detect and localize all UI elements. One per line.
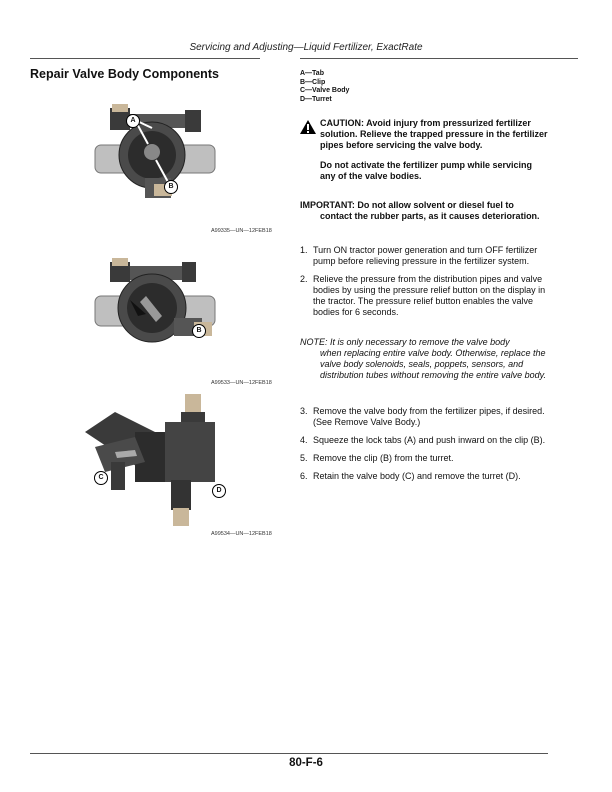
legend-item: D—Turret <box>300 95 332 103</box>
step-number: 6. <box>300 471 308 481</box>
list-item <box>300 471 550 482</box>
callout-c-fig3: C <box>94 471 108 485</box>
note-block <box>300 337 550 381</box>
figure-valve-body-clip <box>90 256 220 356</box>
step-number: 5. <box>300 453 308 463</box>
legend-item: C—Valve Body <box>300 87 350 95</box>
list-item <box>300 406 550 428</box>
note-first-line: NOTE: It is only necessary to remove the valve body <box>300 337 510 347</box>
step-text: Retain the valve body (C) and remove the turret (D). <box>313 471 521 481</box>
step-text: Squeeze the lock tabs (A) and push inward on the clip (B). <box>313 435 546 445</box>
step-text: Turn ON tractor power generation and turn OFF fertilizer pump before relieving pressure in the fertilizer system. <box>313 245 538 266</box>
figure-valve-body-top <box>90 100 220 200</box>
step-text: Remove the clip (B) from the turret. <box>313 453 454 463</box>
figure-valve-body-turret <box>75 392 225 532</box>
legend-item: B—Clip <box>300 78 326 86</box>
caution-block <box>300 118 550 191</box>
header-rule-right <box>300 58 578 59</box>
step-number: 3. <box>300 406 308 416</box>
callout-d-fig3: D <box>212 484 226 498</box>
callout-b-fig2: B <box>192 324 206 338</box>
important-text-first: Do not allow solvent or diesel fuel to <box>357 200 514 210</box>
warning-triangle-icon <box>300 120 316 134</box>
steps-list-1 <box>300 245 550 325</box>
step-text: Remove the valve body from the fertilizer pipes, if desired. (See Remove Valve Body.) <box>313 406 545 427</box>
important-notice <box>300 200 550 222</box>
important-label: IMPORTANT: <box>300 200 355 210</box>
figure-caption-3: A99534—UN—12FEB18 <box>211 531 272 537</box>
valve-body-illustration-1 <box>90 100 220 200</box>
callout-legend <box>300 70 349 104</box>
list-item <box>300 245 550 267</box>
caution-pump-text: Do not activate the fertilizer pump while servicing any of the valve bodies. <box>320 160 533 181</box>
caution-text: CAUTION: Avoid injury from pressurized fertilizer solution. Relieve the trapped pressure in the fertilizer pipes before servicing the valve body. <box>320 118 548 150</box>
step-text: Relieve the pressure from the distribution pipes and valve bodies by using the pressure relief button on the display in the tractor. The pressure relief button enables the valve bodies for 6 seconds. <box>313 274 546 317</box>
steps-list-2 <box>300 406 550 489</box>
page-number: 80-F-6 <box>289 757 323 769</box>
section-title: Repair Valve Body Components <box>30 67 219 81</box>
step-number: 1. <box>300 245 308 255</box>
figure-caption-1: A99335—UN—12FEB18 <box>211 228 272 234</box>
step-number: 2. <box>300 274 308 284</box>
callout-b-fig1: B <box>164 180 178 194</box>
header-rule-left <box>30 58 260 59</box>
running-header: Servicing and Adjusting—Liquid Fertilizer, ExactRate <box>189 42 423 53</box>
valve-body-illustration-2 <box>90 256 220 356</box>
callout-a-fig1: A <box>126 114 140 128</box>
important-text-rest: contact the rubber parts, as it causes deterioration. <box>320 211 540 221</box>
footer-rule <box>30 753 548 754</box>
list-item <box>300 453 550 464</box>
figure-caption-2: A99533—UN—12FEB18 <box>211 380 272 386</box>
step-number: 4. <box>300 435 308 445</box>
list-item <box>300 435 550 446</box>
legend-item: A—Tab <box>300 70 324 77</box>
valve-body-illustration-3 <box>75 392 225 532</box>
note-rest: when replacing entire valve body. Otherwise, replace the valve body solenoids, seals, poppets, sensors, and distribution tubes without removing the entire valve body. <box>320 348 546 380</box>
list-item <box>300 274 550 318</box>
